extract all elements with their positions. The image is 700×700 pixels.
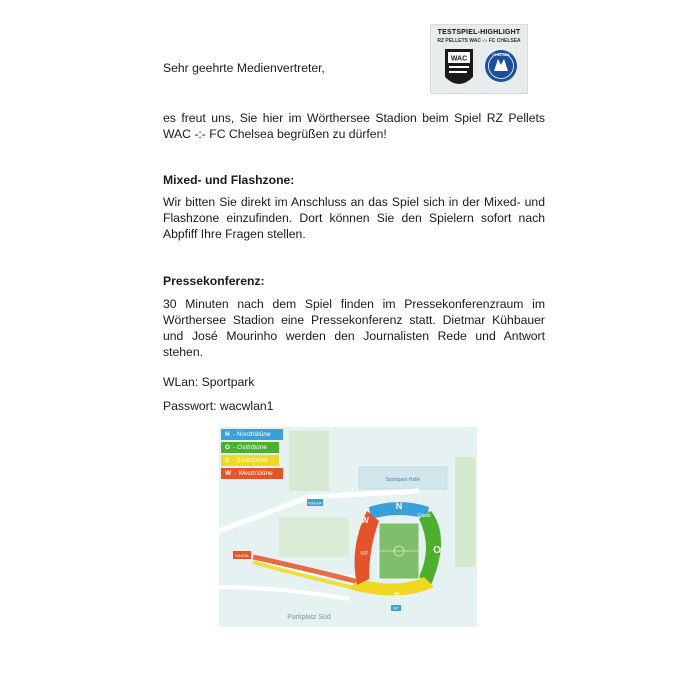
- intro-paragraph: es freut uns, Sie hier im Wörthersee Stadion beim Spiel RZ Pellets WAC -:- FC Chelsea begrüßen zu dürfen!: [163, 111, 545, 141]
- legend-item-west: [221, 468, 283, 479]
- mixed-zone-text: Wir bitten Sie direkt im Anschluss an das Spiel sich in der Mixed- und Flashzone einzufinden. Dort können Sie den Spielern sofort nach Abpfiff Ihre Fragen stellen.: [163, 195, 545, 241]
- mixed-zone-heading: Mixed- und Flashzone:: [163, 173, 295, 187]
- legend-label: - Westtribüne: [234, 470, 273, 477]
- legend-key: N: [225, 431, 230, 438]
- legend-key: W: [225, 470, 232, 477]
- legend-item-north: [221, 429, 283, 440]
- salutation: Sehr geehrte Medienvertreter,: [163, 61, 325, 75]
- legend-item-east: [221, 442, 279, 453]
- legend-item-south: [221, 455, 279, 466]
- legend-key: S: [225, 457, 230, 464]
- match-badge: [430, 24, 528, 94]
- ticket-booth-west-label: KASSA: [235, 553, 249, 558]
- stand-letter-north: N: [395, 501, 403, 511]
- ticket-booth-north-label: KASSA: [308, 500, 322, 506]
- stand-letter-south: S: [393, 591, 401, 601]
- vip-label: VIP: [359, 551, 369, 557]
- chelsea-logo-text: CHELSEA: [492, 53, 510, 57]
- guests-label: Gäste: [417, 513, 431, 519]
- sportpark-halle-label: Sportpark Halle: [385, 477, 421, 483]
- stand-letter-west: W: [361, 516, 369, 525]
- wlan-password: Passwort: wacwlan1: [163, 399, 274, 413]
- stand-letter-east: O: [433, 545, 441, 556]
- badge-title: TESTSPIEL-HIGHLIGHT: [437, 29, 521, 36]
- legend-key: O: [225, 444, 231, 451]
- legend-label: - Nordtribüne: [232, 431, 271, 438]
- press-conference-text: 30 Minuten nach dem Spiel finden im Pressekonferenzraum im Wörthersee Stadion eine Pressekonferenz statt. Dietmar Kühbauer und José Mourinho werden den Journalisten Rede und Antwort stehen.: [163, 297, 545, 359]
- press-conference-heading: Pressekonferenz:: [163, 274, 265, 288]
- wac-logo-text: WAC: [450, 55, 468, 63]
- wc-label: WC: [393, 606, 399, 611]
- wlan-name: WLan: Sportpark: [163, 375, 255, 389]
- parking-label: Parkplatz Süd: [287, 614, 331, 621]
- badge-subtitle: RZ PELLETS WAC -:- FC CHELSEA: [437, 38, 521, 44]
- legend-label: - Osttribüne: [233, 444, 268, 451]
- club-logos: [431, 25, 527, 93]
- legend-label: - Südtribüne: [232, 457, 268, 464]
